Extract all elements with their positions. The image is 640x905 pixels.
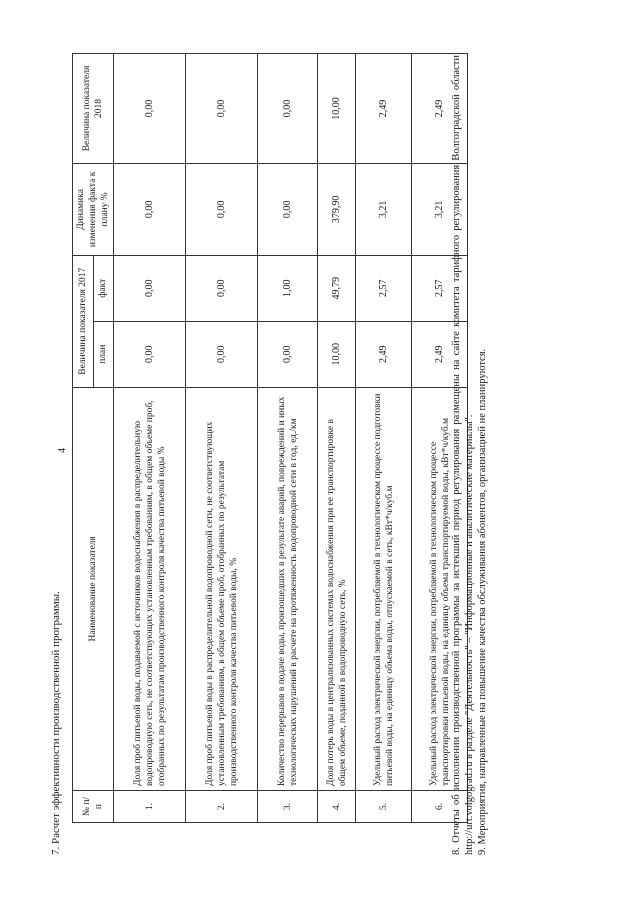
footnote-8: 8. Отчеты об исполнении производственной программы за истекший период регулирования размещены на сайте комитета тарифного регулирования Волгоградской области http://urt.volgograd.ru в разделе "Деятельность" – "Информационные и аналитические материалы". <box>451 55 475 855</box>
table-row <box>114 54 186 823</box>
row-dynamics: 0,00 <box>186 163 258 255</box>
footnotes <box>450 55 489 855</box>
row-name: Количество перерывов в подаче воды, произошедших в результате аварий, повреждений и иных технологических нарушений в расчете на протяженность водопроводной сети в год, ед./км <box>258 387 318 790</box>
header-name: Наименование показателя <box>73 387 114 790</box>
table-row <box>356 54 412 823</box>
header-num: № п/п <box>73 791 114 823</box>
row-num: 1. <box>114 791 186 823</box>
row-num: 3. <box>258 791 318 823</box>
table-header-row <box>73 54 94 823</box>
row-name: Удельный расход электрической энергии, потребляемой в технологическом процессе подготовки питьевой воды, на единицу объема воды, отпускаемой в сеть, кВт*ч/куб.м <box>356 387 412 790</box>
row-plan: 2,49 <box>356 321 412 387</box>
row-plan: 10,00 <box>318 321 356 387</box>
section-title: 7. Расчет эффективности производственной программы. <box>50 591 62 855</box>
row-fact: 2,57 <box>356 255 412 321</box>
header-value-2017: Величина показателя 2017 <box>73 255 94 387</box>
row-name: Доля проб питьевой воды, подаваемой с источников водоснабжения в распределительную водопроводную сеть, не соответствующих установленным требованиям, в общем объеме проб, отобранных по результатам производственного контроля качества питьевой воды % <box>114 387 186 790</box>
row-dynamics: 0,00 <box>114 163 186 255</box>
row-dynamics: 3,21 <box>412 163 468 255</box>
header-dynamics: Динамика изменения факта к плану % <box>73 163 114 255</box>
row-value-2018: 0,00 <box>258 54 318 164</box>
row-plan: 0,00 <box>258 321 318 387</box>
rotated-page <box>50 50 580 855</box>
row-name: Доля потерь воды в централизованных системах водоснабжения при ее транспортировке в общем объеме, поданной в водопроводную сеть, % <box>318 387 356 790</box>
row-plan: 0,00 <box>186 321 258 387</box>
row-value-2018: 0,00 <box>186 54 258 164</box>
header-fact: факт <box>93 255 114 321</box>
row-dynamics: 0,00 <box>258 163 318 255</box>
indicators-table <box>72 53 468 823</box>
row-fact: 2,57 <box>412 255 468 321</box>
row-value-2018: 0,00 <box>114 54 186 164</box>
table-row <box>258 54 318 823</box>
header-plan: план <box>93 321 114 387</box>
row-num: 4. <box>318 791 356 823</box>
row-value-2018: 2,49 <box>412 54 468 164</box>
row-plan: 0,00 <box>114 321 186 387</box>
row-num: 6. <box>412 791 468 823</box>
footnote-9: 9. Мероприятия, направленные на повышение качества обслуживания абонентов, организацией не планируются. <box>477 348 488 855</box>
row-fact: 1,00 <box>258 255 318 321</box>
table-row <box>186 54 258 823</box>
row-plan: 2,49 <box>412 321 468 387</box>
row-name: Доля проб питьевой воды в распределительной водопроводной сети, не соответствующих установленным требованиям, в общем объеме проб, отобранных по результатам производственного контроля качества питьевой воды, % <box>186 387 258 790</box>
row-value-2018: 2,49 <box>356 54 412 164</box>
row-fact: 0,00 <box>114 255 186 321</box>
table-row <box>318 54 356 823</box>
row-value-2018: 10,00 <box>318 54 356 164</box>
row-num: 2. <box>186 791 258 823</box>
row-dynamics: 3,21 <box>356 163 412 255</box>
row-num: 5. <box>356 791 412 823</box>
header-value-2018: Величина показателя 2018 <box>73 54 114 164</box>
row-fact: 0,00 <box>186 255 258 321</box>
row-fact: 49,79 <box>318 255 356 321</box>
row-name: Удельный расход электрической энергии, потребляемой в технологическом процессе транспортировки питьевой воды, на единицу объема транспортируемой воды, кВт*ч/куб.м <box>412 387 468 790</box>
row-dynamics: 379,90 <box>318 163 356 255</box>
page-number: 4 <box>57 448 68 453</box>
